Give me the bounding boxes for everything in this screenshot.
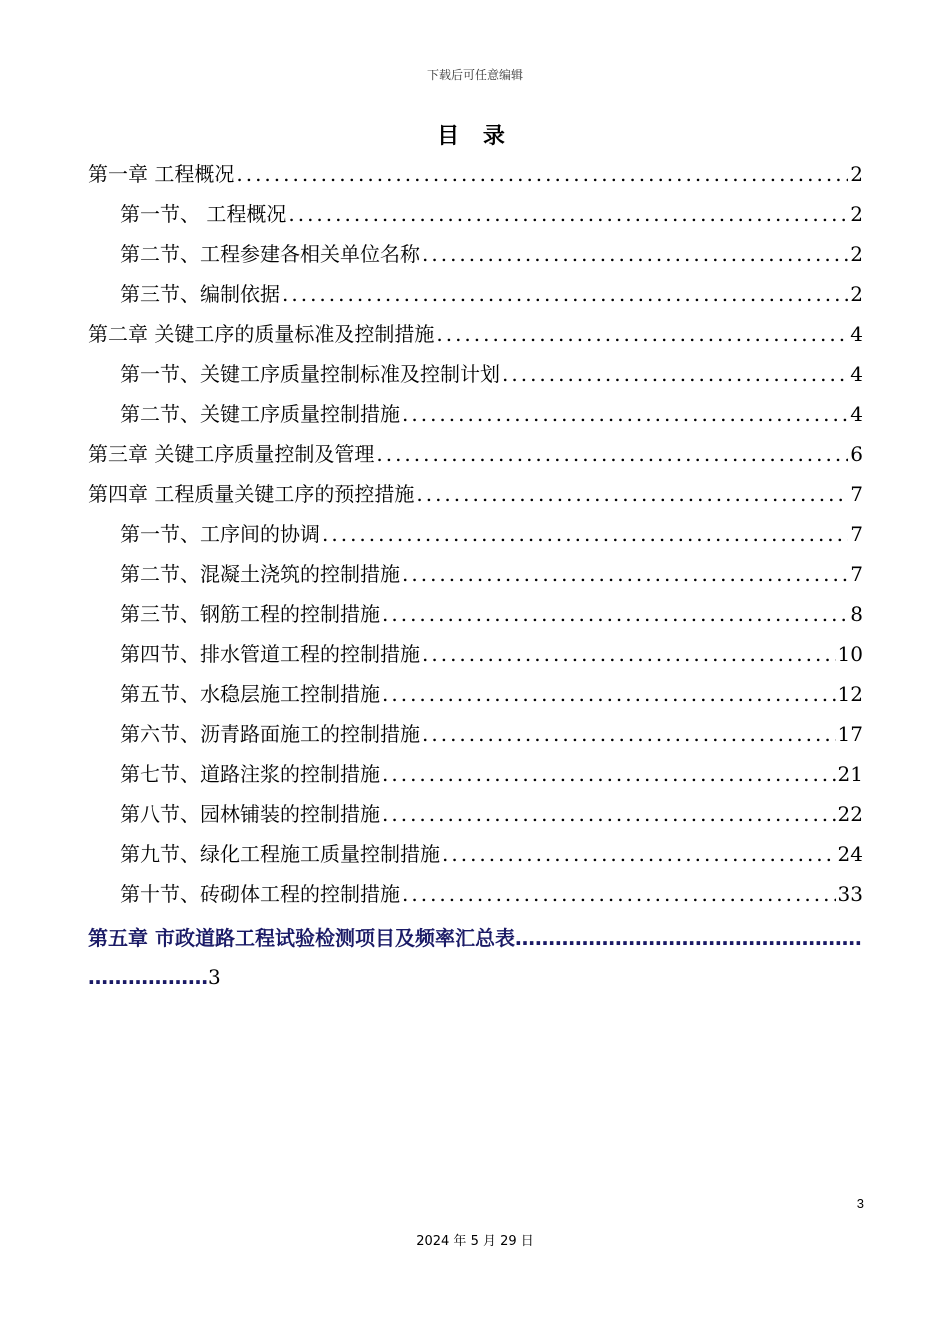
toc-entry-label: 第五章 市政道路工程试验检测项目及频率汇总表	[88, 926, 515, 950]
toc-leader-dots	[436, 314, 848, 354]
toc-entry-ch2-s1[interactable]	[88, 354, 863, 394]
page-number: 3	[856, 1196, 864, 1211]
toc-entry-label: 第三节、编制依据	[120, 282, 280, 306]
toc-leader-dots	[442, 834, 836, 874]
toc-leader-dots	[515, 914, 863, 962]
toc-entry-label: 第一节、 工程概况	[120, 202, 287, 226]
toc-leader-dots	[422, 634, 836, 674]
toc-entry-page: 12	[837, 682, 863, 706]
toc-entry-page: 7	[850, 482, 863, 506]
toc-entry-page: 24	[837, 842, 863, 866]
toc-entry-label: 第十节、砖砌体工程的控制措施	[120, 882, 400, 906]
toc-entry-page: 2	[850, 242, 863, 266]
toc-leader-dots	[402, 874, 836, 914]
toc-entry-ch4[interactable]	[88, 474, 863, 514]
toc-entry-ch2[interactable]	[88, 314, 863, 354]
toc-entry-ch4-s9[interactable]	[88, 834, 863, 874]
toc-entry-page: 17	[837, 722, 863, 746]
toc-leader-dots	[382, 594, 848, 634]
toc-entry-ch4-s5[interactable]	[88, 674, 863, 714]
toc-leader-dots	[422, 234, 848, 274]
toc-entry-ch5[interactable]	[88, 914, 863, 992]
toc-leader-dots	[322, 514, 848, 554]
toc-leader-dots	[288, 194, 848, 234]
toc-entry-page: 7	[850, 562, 863, 586]
toc-entry-ch4-s3[interactable]	[88, 594, 863, 634]
toc-entry-ch4-s4[interactable]	[88, 634, 863, 674]
toc-leader-dots	[422, 714, 836, 754]
toc-list	[88, 154, 863, 914]
toc-entry-ch1[interactable]	[88, 154, 863, 194]
toc-entry-page: 4	[850, 402, 863, 426]
toc-leader-dots	[402, 554, 848, 594]
toc-leader-dots	[382, 754, 836, 794]
toc-entry-label: 第四章 工程质量关键工序的预控措施	[88, 482, 415, 506]
toc-entry-label: 第二节、工程参建各相关单位名称	[120, 242, 420, 266]
toc-leader-dots	[416, 474, 848, 514]
toc-entry-page: 2	[850, 282, 863, 306]
toc-entry-ch4-s7[interactable]	[88, 754, 863, 794]
toc-entry-label: 第三章 关键工序质量控制及管理	[88, 442, 375, 466]
toc-entry-ch4-s10[interactable]	[88, 874, 863, 914]
toc-entry-page: 8	[850, 602, 863, 626]
toc-entry-page: 2	[850, 202, 863, 226]
toc-leader-dots	[236, 154, 848, 194]
toc-entry-label: 第二节、混凝土浇筑的控制措施	[120, 562, 400, 586]
toc-leader-dots	[282, 274, 848, 314]
toc-entry-ch3[interactable]	[88, 434, 863, 474]
toc-entry-ch4-s6[interactable]	[88, 714, 863, 754]
toc-entry-ch4-s1[interactable]	[88, 514, 863, 554]
toc-entry-page: 2	[850, 162, 863, 186]
toc-leader-dots	[376, 434, 848, 474]
toc-entry-page: 22	[837, 802, 863, 826]
toc-entry-label: 第八节、园林铺装的控制措施	[120, 802, 380, 826]
toc-entry-ch5-line1	[88, 914, 863, 962]
toc-leader-dots-continued: ………………	[88, 965, 208, 989]
toc-leader-dots	[402, 394, 848, 434]
toc-entry-ch4-s8[interactable]	[88, 794, 863, 834]
toc-entry-label: 第一节、关键工序质量控制标准及控制计划	[120, 362, 500, 386]
toc-title: 目 录	[437, 124, 513, 149]
toc-entry-page: 6	[850, 442, 863, 466]
toc-entry-label: 第九节、绿化工程施工质量控制措施	[120, 842, 440, 866]
toc-entry-ch5-line2	[88, 962, 863, 992]
toc-entry-label: 第一章 工程概况	[88, 162, 235, 186]
toc-entry-page: 4	[850, 322, 863, 346]
toc-entry-label: 第二节、关键工序质量控制措施	[120, 402, 400, 426]
toc-entry-ch2-s2[interactable]	[88, 394, 863, 434]
toc-entry-label: 第一节、工序间的协调	[120, 522, 320, 546]
toc-entry-page: 4	[850, 362, 863, 386]
toc-entry-label: 第六节、沥青路面施工的控制措施	[120, 722, 420, 746]
toc-entry-label: 第三节、钢筋工程的控制措施	[120, 602, 380, 626]
toc-entry-page: 33	[837, 882, 863, 906]
toc-entry-ch1-s1[interactable]	[88, 194, 863, 234]
toc-leader-dots	[382, 674, 836, 714]
toc-entry-page: 7	[850, 522, 863, 546]
toc-entry-label: 第七节、道路注浆的控制措施	[120, 762, 380, 786]
toc-leader-dots	[502, 354, 848, 394]
toc-entry-label: 第二章 关键工序的质量标准及控制措施	[88, 322, 435, 346]
toc-leader-dots	[382, 794, 836, 834]
toc-entry-ch4-s2[interactable]	[88, 554, 863, 594]
toc-entry-label: 第四节、排水管道工程的控制措施	[120, 642, 420, 666]
toc-entry-label: 第五节、水稳层施工控制措施	[120, 682, 380, 706]
toc-entry-page: 21	[837, 762, 863, 786]
toc-entry-page: 3	[208, 965, 221, 989]
toc-entry-ch1-s2[interactable]	[88, 234, 863, 274]
header-note: 下载后可任意编辑	[426, 68, 523, 82]
toc-entry-page: 10	[837, 642, 863, 666]
footer-date: 2024 年 5 月 29 日	[416, 1234, 534, 1249]
toc-entry-ch1-s3[interactable]	[88, 274, 863, 314]
